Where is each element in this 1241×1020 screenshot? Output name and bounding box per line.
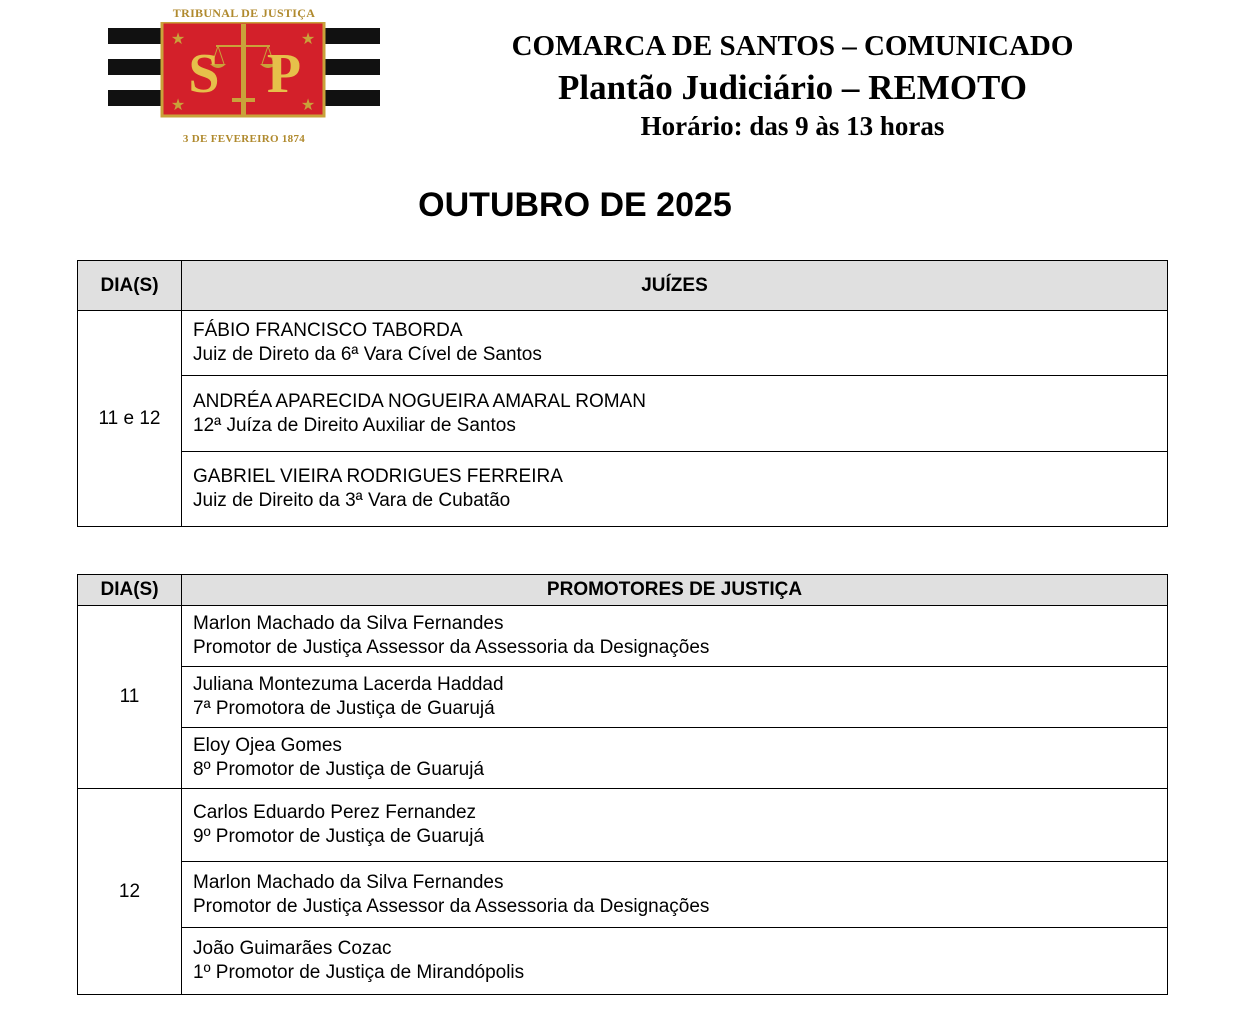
svg-text:★: ★ — [300, 97, 316, 114]
column-header-judges: JUÍZES — [182, 261, 1168, 311]
logo-top-text: TRIBUNAL DE JUSTIÇA — [172, 6, 316, 20]
column-header-days: DIA(S) — [78, 261, 182, 311]
tjsp-logo — [108, 6, 380, 148]
prosecutor-role: 1º Promotor de Justiça de Mirandópolis — [193, 962, 525, 983]
judge-role: Juiz de Direto da 6ª Vara Cível de Santos — [193, 344, 542, 365]
judge-cell — [182, 311, 1168, 376]
svg-text:★: ★ — [170, 31, 186, 48]
prosecutor-cell — [182, 728, 1168, 789]
judge-role: 12ª Juíza de Direito Auxiliar de Santos — [193, 414, 516, 436]
table-row — [78, 311, 1168, 376]
prosecutor-name: Carlos Eduardo Perez Fernandez — [193, 802, 477, 823]
svg-text:★: ★ — [170, 97, 186, 114]
judges-table — [77, 260, 1168, 527]
prosecutor-name: Juliana Montezuma Lacerda Haddad — [193, 674, 504, 695]
prosecutor-cell — [182, 862, 1168, 928]
table-row — [78, 928, 1168, 995]
table-header-row — [78, 261, 1168, 311]
table-row — [78, 862, 1168, 928]
prosecutor-cell — [182, 606, 1168, 667]
day-cell: 11 — [78, 606, 182, 789]
judge-cell — [182, 452, 1168, 527]
prosecutor-cell — [182, 789, 1168, 862]
table-row — [78, 452, 1168, 527]
header-comarca: COMARCA DE SANTOS – COMUNICADO — [511, 30, 1074, 62]
logo-bottom-text: 3 DE FEVEREIRO 1874 — [182, 133, 306, 145]
prosecutor-name: Marlon Machado da Silva Fernandes — [193, 613, 504, 634]
prosecutor-cell — [182, 928, 1168, 995]
logo-letter-s: S — [188, 43, 220, 105]
prosecutors-table — [77, 574, 1168, 995]
header-plantao: Plantão Judiciário – REMOTO — [558, 68, 1027, 107]
prosecutor-cell — [182, 667, 1168, 728]
prosecutor-name: João Guimarães Cozac — [193, 938, 392, 959]
table-row — [78, 728, 1168, 789]
prosecutor-role: Promotor de Justiça Assessor da Assessoria da Designações — [193, 895, 710, 917]
prosecutor-name: Marlon Machado da Silva Fernandes — [193, 871, 504, 893]
logo-emblem — [108, 22, 380, 132]
svg-text:★: ★ — [300, 31, 316, 48]
table-header-row — [78, 575, 1168, 606]
prosecutor-role: 8º Promotor de Justiça de Guarujá — [193, 759, 485, 780]
table-row — [78, 789, 1168, 862]
judge-name: ANDRÉA APARECIDA NOGUEIRA AMARAL ROMAN — [193, 390, 646, 412]
prosecutor-role: Promotor de Justiça Assessor da Assessoria da Designações — [193, 637, 710, 658]
table-row — [78, 376, 1168, 452]
logo-letter-p: P — [266, 43, 302, 105]
prosecutor-name: Eloy Ojea Gomes — [193, 735, 342, 756]
month-title: OUTUBRO DE 2025 — [418, 186, 732, 224]
column-header-prosecutors: PROMOTORES DE JUSTIÇA — [182, 575, 1168, 606]
prosecutor-role: 7ª Promotora de Justiça de Guarujá — [193, 698, 495, 719]
header-horario: Horário: das 9 às 13 horas — [640, 111, 945, 141]
judge-name: GABRIEL VIEIRA RODRIGUES FERREIRA — [193, 466, 563, 487]
table-row — [78, 667, 1168, 728]
column-header-days: DIA(S) — [78, 575, 182, 606]
day-cell: 12 — [78, 789, 182, 995]
judge-name: FÁBIO FRANCISCO TABORDA — [193, 320, 463, 341]
judge-role: Juiz de Direito da 3ª Vara de Cubatão — [193, 490, 511, 511]
judge-cell — [182, 376, 1168, 452]
day-cell: 11 e 12 — [78, 311, 182, 527]
table-row — [78, 606, 1168, 667]
prosecutor-role: 9º Promotor de Justiça de Guarujá — [193, 826, 485, 847]
